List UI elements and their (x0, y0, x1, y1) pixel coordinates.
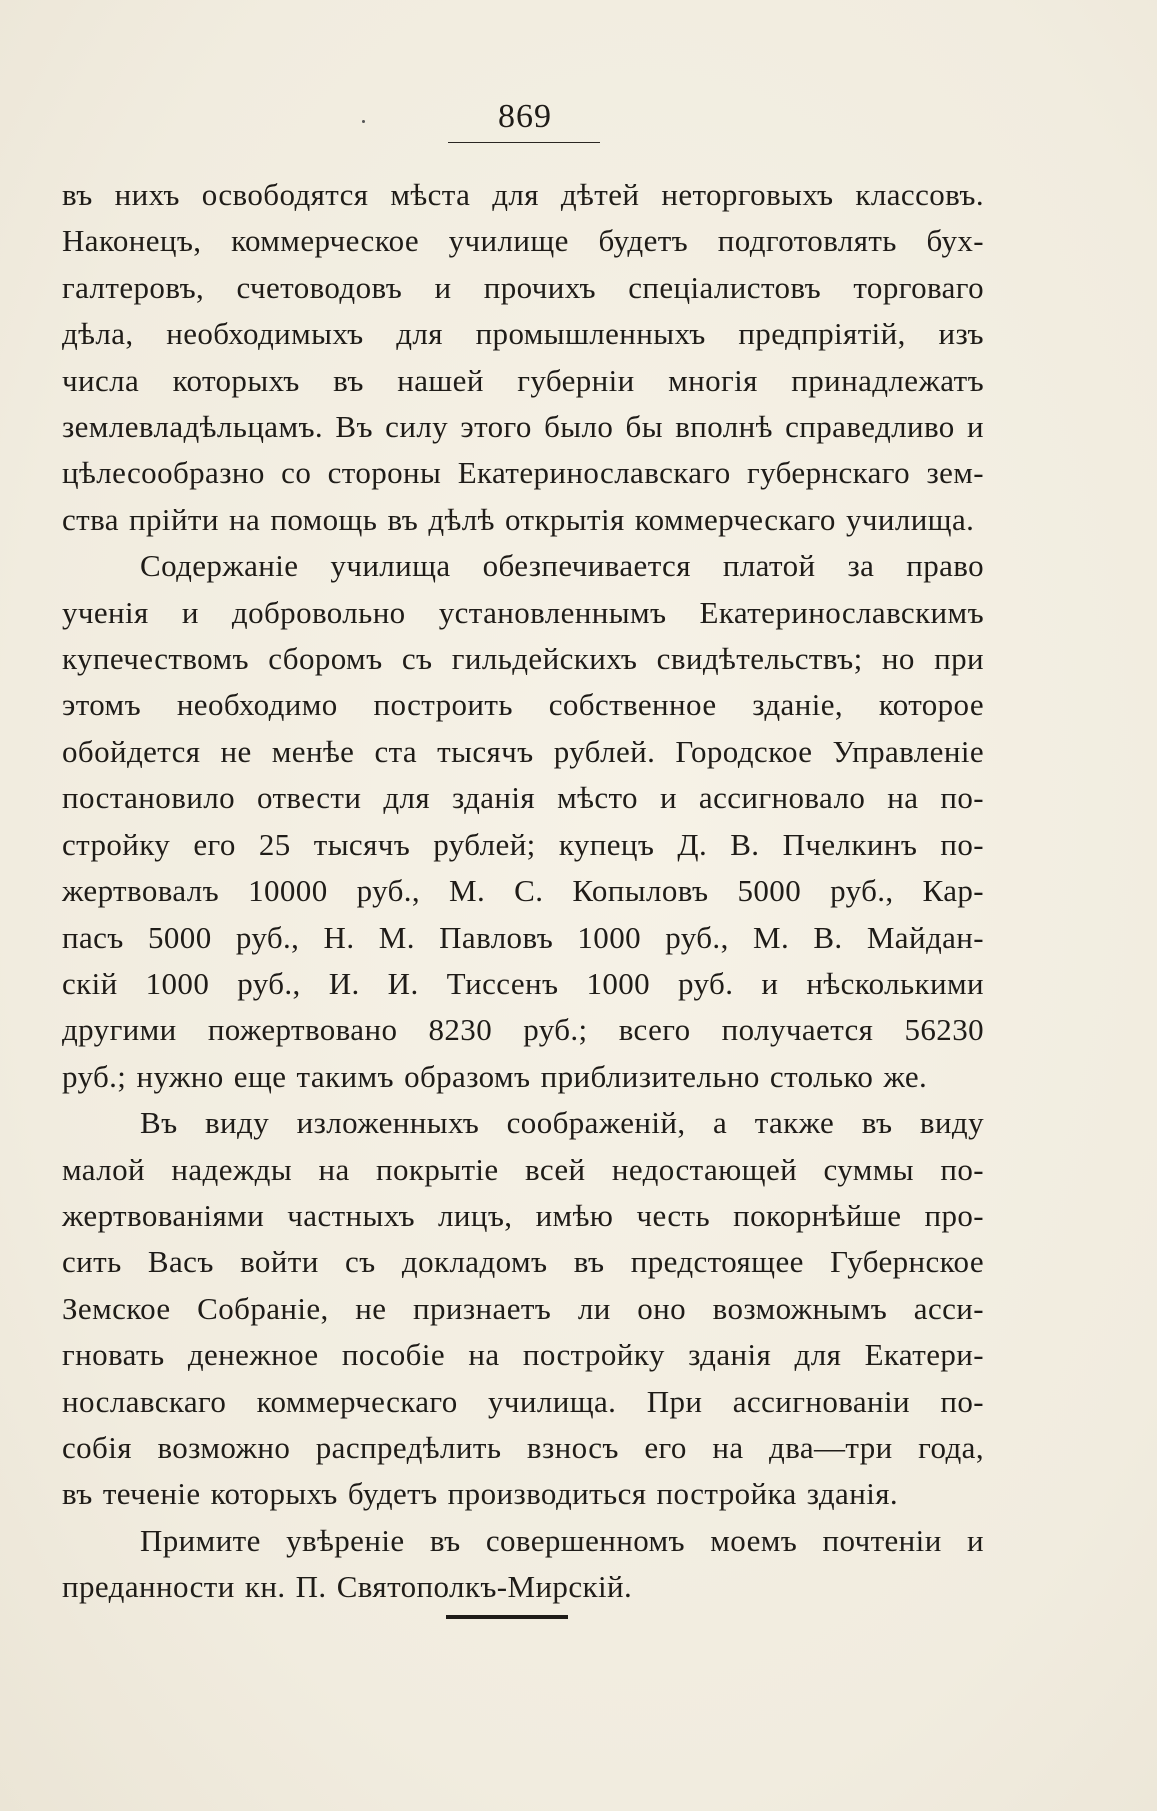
text-line: галтеровъ, счетоводовъ и прочихъ спеціалистовъ торговаго (62, 269, 984, 305)
footer-rule (446, 1615, 568, 1619)
text-line: руб.; нужно еще такимъ образомъ приблизительно столько же. (62, 1058, 928, 1094)
text-line: постановило отвести для зданія мѣсто и ассигновало на по- (62, 780, 984, 816)
text-line: дѣла, необходимыхъ для промышленныхъ предпріятій, изъ (62, 316, 984, 352)
body-text (62, 172, 984, 1611)
text-line: нославскаго коммерческаго училища. При ассигнованіи по- (62, 1383, 984, 1419)
text-line: сить Васъ войти съ докладомъ въ предстоящее Губернское (62, 1244, 984, 1280)
text-line: Въ виду изложенныхъ соображеній, а также въ виду (140, 1105, 984, 1141)
header-rule (448, 142, 600, 143)
text-line: жертвовалъ 10000 руб., М. С. Копыловъ 5000 руб., Кар- (62, 873, 984, 909)
text-line: гновать денежное пособіе на постройку зданія для Екатери- (62, 1337, 984, 1373)
text-line: въ нихъ освободятся мѣста для дѣтей неторговыхъ классовъ. (62, 177, 984, 212)
text-line: ства прійти на помощь въ дѣлѣ открытія коммерческаго училища. (62, 501, 975, 537)
text-line: числа которыхъ въ нашей губерніи многія принадлежатъ (62, 362, 984, 398)
text-line: пасъ 5000 руб., Н. М. Павловъ 1000 руб., М. В. Майдан- (62, 919, 984, 955)
text-line: въ теченіе которыхъ будетъ производиться постройка зданія. (62, 1476, 899, 1512)
text-line: другими пожертвовано 8230 руб.; всего получается 56230 (62, 1012, 984, 1048)
text-line: Примите увѣреніе въ совершенномъ моемъ почтеніи и (140, 1522, 984, 1558)
text-line: цѣлесообразно со стороны Екатеринославскаго губернскаго зем- (62, 455, 984, 491)
text-line: жертвованіями частныхъ лицъ, имѣю честь покорнѣйше про- (62, 1197, 984, 1233)
page-number: 869 (498, 98, 552, 135)
text-line: преданности кн. П. Святополкъ-Мирскій. (62, 1569, 633, 1605)
text-line: скій 1000 руб., И. И. Тиссенъ 1000 руб. и нѣсколькими (62, 965, 984, 1001)
text-line: собія возможно распредѣлить взносъ его на два—три года, (62, 1429, 984, 1465)
text-line: Земское Собраніе, не признаетъ ли оно возможнымъ асси- (62, 1290, 984, 1326)
text-line: этомъ необходимо построить собственное зданіе, которое (62, 687, 984, 723)
text-line: стройку его 25 тысячъ рублей; купецъ Д. В. Пчелкинъ по- (62, 826, 984, 862)
text-line: ученія и добровольно установленнымъ Екатеринославскимъ (62, 594, 984, 630)
text-line: Содержаніе училища обезпечивается платой за право (140, 548, 984, 584)
text-line: Наконецъ, коммерческое училище будетъ подготовлять бух- (62, 223, 984, 259)
text-line: обойдется не менѣе ста тысячъ рублей. Городское Управленіе (62, 733, 984, 769)
text-line: малой надежды на покрытіе всей недостающей суммы по- (62, 1151, 984, 1187)
text-line: землевладѣльцамъ. Въ силу этого было бы вполнѣ справедливо и (62, 409, 984, 445)
text-line: купечествомъ сборомъ съ гильдейскихъ свидѣтельствъ; но при (62, 641, 984, 677)
